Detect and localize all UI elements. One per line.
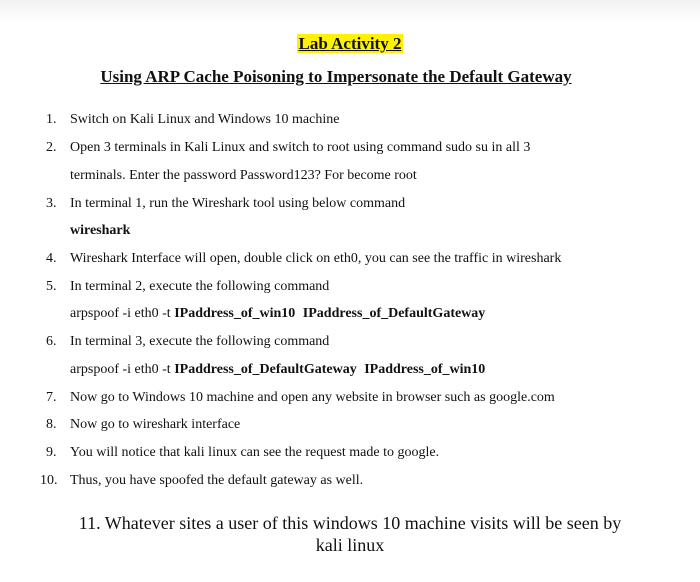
step-number: 8. [46,417,57,432]
command-prefix: arpspoof -i eth0 -t [70,306,171,321]
step-text: Switch on Kali Linux and Windows 10 machine [70,112,340,127]
step-number: 1. [46,112,57,127]
final-note-line: 11. Whatever sites a user of this windows 10 machine visits will be seen by [78,513,622,533]
step-text-continued: terminals. Enter the password Password123? For become root [70,168,417,183]
command-arg: IPaddress_of_win10 [364,362,486,377]
command-text: wireshark [70,223,131,238]
page-title [0,34,700,54]
top-shadow-band [0,0,700,22]
step-number: 10. [40,473,58,488]
page-subtitle: Using ARP Cache Poisoning to Impersonate the Default Gateway [100,67,572,86]
command-arg: IPaddress_of_DefaultGateway [174,362,357,377]
step-text: You will notice that kali linux can see the request made to google. [70,445,440,460]
title-highlight: Lab Activity 2 [298,34,402,53]
command-prefix: arpspoof -i eth0 -t [70,362,171,377]
step-text: In terminal 1, run the Wireshark tool using below command [70,196,406,211]
step-number: 9. [46,445,57,460]
command-arg: IPaddress_of_win10 [174,306,296,321]
step-number: 7. [46,390,57,405]
step-number: 6. [46,334,57,349]
step-text: Now go to wireshark interface [70,417,241,432]
command-arg: IPaddress_of_DefaultGateway [302,306,486,321]
step-number: 2. [46,140,57,155]
step-number: 3. [46,196,57,211]
step-text: Wireshark Interface will open, double click on eth0, you can see the traffic in wireshark [70,251,562,266]
step-number: 5. [46,279,57,294]
final-note-line: kali linux [315,535,385,555]
step-text: Thus, you have spoofed the default gateway as well. [70,473,364,488]
step-text: Open 3 terminals in Kali Linux and switch to root using command sudo su in all 3 [70,140,531,155]
command-line [70,361,485,379]
step-text: In terminal 3, execute the following command [70,334,330,349]
step-text: Now go to Windows 10 machine and open any website in browser such as google.com [70,390,555,405]
command-line [70,305,485,323]
step-number: 4. [46,251,57,266]
step-text: In terminal 2, execute the following command [70,279,330,294]
final-note [0,512,700,556]
